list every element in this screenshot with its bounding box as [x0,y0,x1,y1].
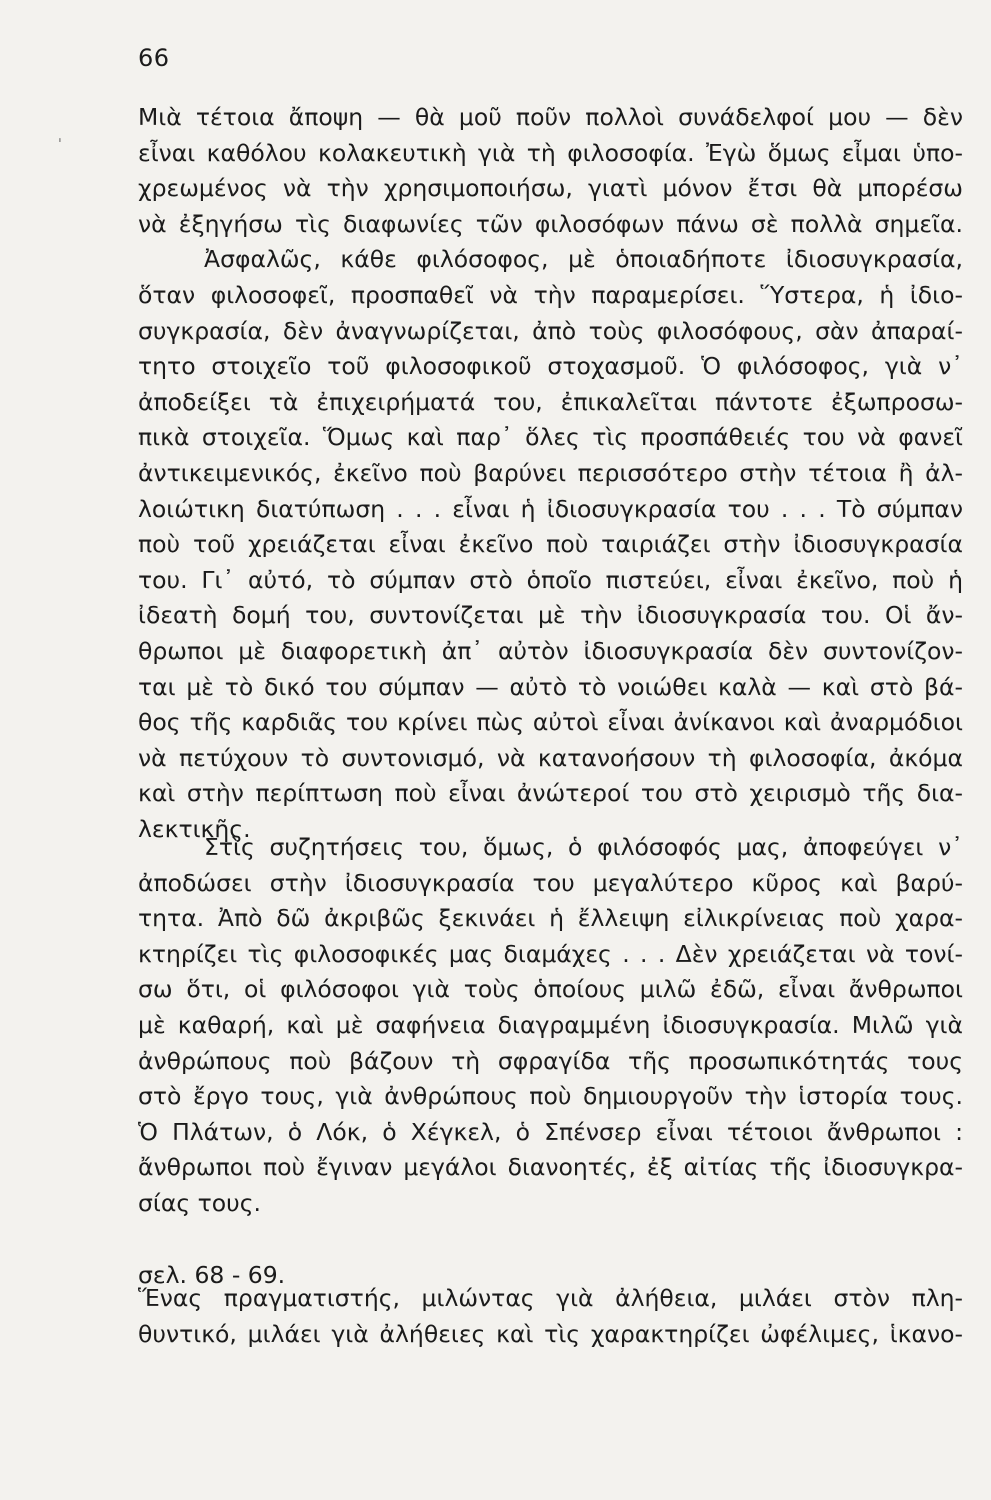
paragraph-2 [138,830,963,1222]
text-line: τητα. Ἀπὸ δῶ ἀκριβῶς ξεκινάει ἡ ἔλλειψη εἰλικρίνειας ποὺ χαρα- [138,904,963,933]
text-line: του. Γι᾽ αὐτό, τὸ σύμπαν στὸ ὁποῖο πιστεύει, εἶναι ἐκεῖνο, ποὺ ἡ [138,565,963,594]
text-line: λοιώτικη διατύπωση . . . εἶναι ἡ ἰδιοσυγκρασία του . . . Τὸ σύμπαν [138,494,963,523]
text-line: ἀνθρώπους ποὺ βάζουν τὴ σφραγίδα τῆς προσωπικότητάς τους [138,1046,963,1075]
text-line: σίας τους. [138,1188,261,1217]
text-line: τητο στοιχεῖο τοῦ φιλοσοφικοῦ στοχασμοῦ. Ὁ φιλόσοφος, γιὰ ν᾽ [138,352,963,381]
text-line: ἀποδείξει τὰ ἐπιχειρήματά του, ἐπικαλεῖται πάντοτε ἐξωπροσω- [138,387,963,416]
text-line: Μιὰ τέτοια ἄποψη — θὰ μοῦ ποῦν πολλοὶ συνάδελφοί μου — δὲν [138,103,963,131]
text-line: Ἕνας πραγματιστής, μιλώντας γιὰ ἀλήθεια, μιλάει στὸν πλη- [138,1284,963,1312]
margin-mark: ˌ [58,128,62,144]
text-line: ἀντικειμενικός, ἐκεῖνο ποὺ βαρύνει περισσότερο στὴν τέτοια ἢ ἀλ- [138,458,963,487]
text-line: πικὰ στοιχεῖα. Ὅμως καὶ παρ᾽ ὅλες τὶς προσπάθειές του νὰ φανεῖ [138,423,963,452]
text-line: θρωποι μὲ διαφορετικὴ ἀπ᾽ αὐτὸν ἰδιοσυγκρασία δὲν συντονίζον- [138,636,963,665]
text-line: εἶναι καθόλου κολακευτικὴ γιὰ τὴ φιλοσοφία. Ἐγὼ ὅμως εἶμαι ὑπο- [138,138,963,167]
text-line: συγκρασία, δὲν ἀναγνωρίζεται, ἀπὸ τοὺς φιλοσόφους, σὰν ἀπαραί- [138,316,963,345]
text-line: θος τῆς καρδιᾶς του κρίνει πὼς αὐτοὶ εἶναι ἀνίκανοι καὶ ἀναρμόδιοι [138,708,963,737]
text-line: ποὺ τοῦ χρειάζεται εἶναι ἐκεῖνο ποὺ ταιριάζει στὴν ἰδιοσυγκρασία [138,530,963,559]
text-line: χρεωμένος νὰ τὴν χρησιμοποιήσω, γιατὶ μόνον ἔτσι θὰ μπορέσω [138,174,963,203]
text-line: μὲ καθαρή, καὶ μὲ σαφήνεια διαγραμμένη ἰδιοσυγκρασία. Μιλῶ γιὰ [138,1010,963,1039]
text-line: κτηρίζει τὶς φιλοσοφικές μας διαμάχες . . . Δὲν χρειάζεται νὰ τονί- [138,939,963,968]
text-line: Στὶς συζητήσεις του, ὅμως, ὁ φιλόσοφός μας, ἀποφεύγει ν᾽ [204,833,963,861]
text-line: στὸ ἔργο τους, γιὰ ἀνθρώπους ποὺ δημιουργοῦν τὴν ἱστορία τους. [138,1082,963,1111]
page-number: 66 [138,44,170,72]
text-line: καὶ στὴν περίπτωση ποὺ εἶναι ἀνώτεροί του στὸ χειρισμὸ τῆς δια- [138,779,963,808]
text-line: ται μὲ τὸ δικό του σύμπαν — αὐτὸ τὸ νοιώθει καλὰ — καὶ στὸ βά- [138,672,963,701]
text-line: ἰδεατὴ δομή του, συντονίζεται μὲ τὴν ἰδιοσυγκρασία του. Οἱ ἄν- [138,601,963,630]
text-line: θυντικό, μιλάει γιὰ ἀλήθειες καὶ τὶς χαρακτηρίζει ὠφέλιμες, ἱκανο- [138,1319,963,1348]
text-line: ὅταν φιλοσοφεῖ, προσπαθεῖ νὰ τὴν παραμερίσει. Ὕστερα, ἡ ἰδιο- [138,280,963,309]
text-line: Ἀσφαλῶς, κάθε φιλόσοφος, μὲ ὁποιαδήποτε ἰδιοσυγκρασία, [204,245,963,274]
paragraph-3 [138,1281,963,1352]
text-line: σω ὅτι, οἱ φιλόσοφοι γιὰ τοὺς ὁποίους μιλῶ ἐδῶ, εἶναι ἄνθρωποι [138,975,963,1004]
text-line: νὰ πετύχουν τὸ συντονισμό, νὰ κατανοήσουν τὴ φιλοσοφία, ἀκόμα [138,743,963,772]
text-line: ἄνθρωποι ποὺ ἔγιναν μεγάλοι διανοητές, ἐξ αἰτίας τῆς ἰδιοσυγκρα- [138,1153,963,1182]
section-reference: σελ. 68 - 69. [138,1261,286,1289]
text-line: λεκτικῆς. [138,814,251,843]
paragraph-1 [138,100,963,847]
text-line: νὰ ἐξηγήσω τὶς διαφωνίες τῶν φιλοσόφων πάνω σὲ πολλὰ σημεῖα. [138,209,963,238]
text-line: ἀποδώσει στὴν ἰδιοσυγκρασία του μεγαλύτερο κῦρος καὶ βαρύ- [138,868,963,897]
text-line: Ὁ Πλάτων, ὁ Λόκ, ὁ Χέγκελ, ὁ Σπένσερ εἶναι τέτοιοι ἄνθρωποι : [138,1117,963,1146]
